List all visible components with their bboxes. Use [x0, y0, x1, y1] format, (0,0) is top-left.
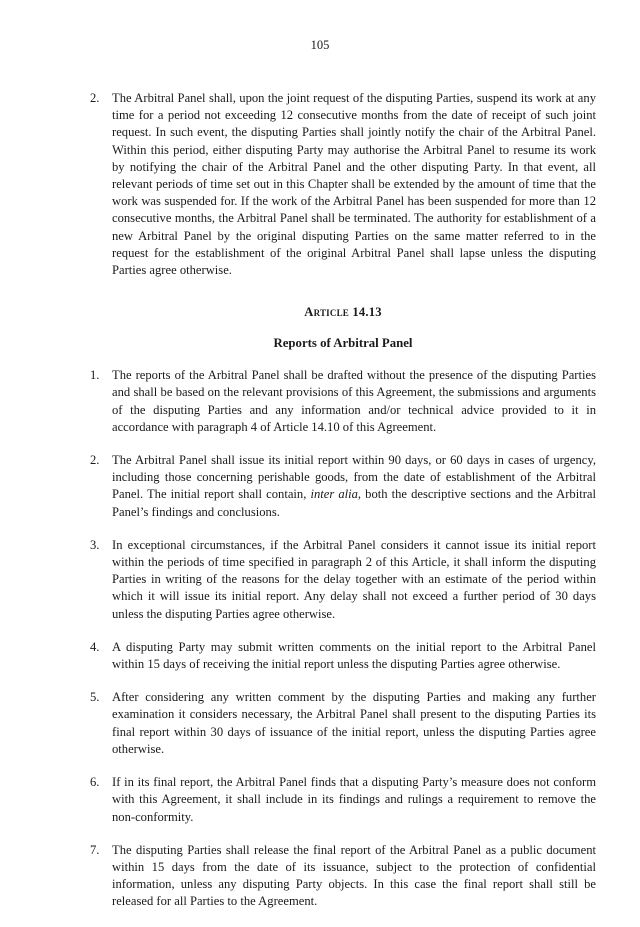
- paragraph-number: 2.: [90, 453, 100, 468]
- paragraph-text-part: , both the descriptive sections and the Arbitral Panel’s findings and conclusions.: [112, 487, 597, 519]
- paragraph-6: [90, 774, 596, 826]
- paragraph-number: 4.: [90, 639, 100, 654]
- paragraph-7: [90, 842, 596, 911]
- paragraph-number: 6.: [90, 775, 100, 790]
- document-body: [90, 90, 596, 927]
- paragraph-number: 5.: [90, 690, 100, 705]
- paragraph-1: [90, 367, 596, 436]
- paragraph-3: [90, 537, 596, 623]
- paragraph-number: 2.: [90, 91, 100, 105]
- paragraph-text: A disputing Party may submit written comments on the initial report to the Arbitral Panel within 15 days of receiving the initial report unless the disputing Parties agree otherwise.: [112, 639, 596, 672]
- paragraph-5: [90, 689, 596, 758]
- paragraph-2: [90, 452, 596, 521]
- italic-phrase: inter alia: [310, 487, 358, 502]
- paragraph-text: The disputing Parties shall release the final report of the Arbitral Panel as a public document within 15 days from the date of its issuance, subject to the protection of confidential information, unless any disputing Party objects. In this case the final report shall still be released for all Parties to the Agreement.: [112, 842, 596, 909]
- paragraph-text-part: The Arbitral Panel shall issue its initial report within 90 days, or 60 days in cases of urgency, including those concerning perishable goods, from the date of establishment of the Arbitral Panel. The initial report shall contain,: [112, 453, 596, 502]
- paragraph-text: If in its final report, the Arbitral Panel finds that a disputing Party’s measure does not conform with this Agreement, it shall include in its findings and rulings a requirement to remove the non-conformity.: [112, 775, 596, 824]
- paragraph-4: [90, 639, 596, 673]
- page-number: 105: [310, 38, 330, 52]
- paragraph-text: The Arbitral Panel shall, upon the joint request of the disputing Parties, suspend its work at any time for a period not exceeding 12 consecutive months from the date of receipt of such joint request. In such event, the disputing Parties shall jointly notify the chair of the Arbitral Panel. Within this period, either disputing Party may authorise the Arbitral Panel to resume its work by notifying the chair of the Arbitral Panel and the other disputing Party. In that event, all relevant periods of time set out in this Chapter shall be extended by the amount of time that the work was suspended for. If the work of the Arbitral Panel has been suspended for more than 12 consecutive months, the Arbitral Panel shall be terminated. The authority for establishment of a new Arbitral Panel by the original disputing Parties on the same matter referred to in the request for the establishment of the original Arbitral Panel shall lapse unless the disputing Parties agree otherwise.: [112, 91, 596, 278]
- paragraph-text: [112, 452, 596, 521]
- paragraph-number: 1.: [90, 368, 100, 383]
- paragraph-text: The reports of the Arbitral Panel shall be drafted without the presence of the disputing Parties and shall be based on the relevant provisions of this Agreement, the submissions and arguments of the disputing Parties and any information and/or technical advice provided to it in accordance with paragraph 4 of Article 14.10 of this Agreement.: [112, 368, 596, 434]
- article-title: Reports of Arbitral Panel: [273, 336, 413, 351]
- paragraph-2-previous-article: [90, 90, 596, 279]
- paragraph-number: 3.: [90, 537, 100, 552]
- article-label: Article: [304, 305, 349, 320]
- paragraph-text: After considering any written comment by the disputing Parties and making any further examination it considers necessary, the Arbitral Panel shall present to the disputing Parties its final report within 30 days of issuance of the initial report, unless the disputing Parties agree otherwise.: [112, 690, 596, 756]
- paragraph-number: 7.: [90, 842, 100, 857]
- paragraph-text: In exceptional circumstances, if the Arbitral Panel considers it cannot issue its initial report within the periods of time specified in paragraph 2 of this Article, it shall inform the disputing Parties in writing of the reasons for the delay together with an estimate of the period within which it will issue its initial report. Any delay shall not exceed a further period of 30 days unless the disputing Parties agree otherwise.: [112, 537, 596, 621]
- article-number: 14.13: [352, 305, 382, 320]
- article-heading: [90, 305, 596, 320]
